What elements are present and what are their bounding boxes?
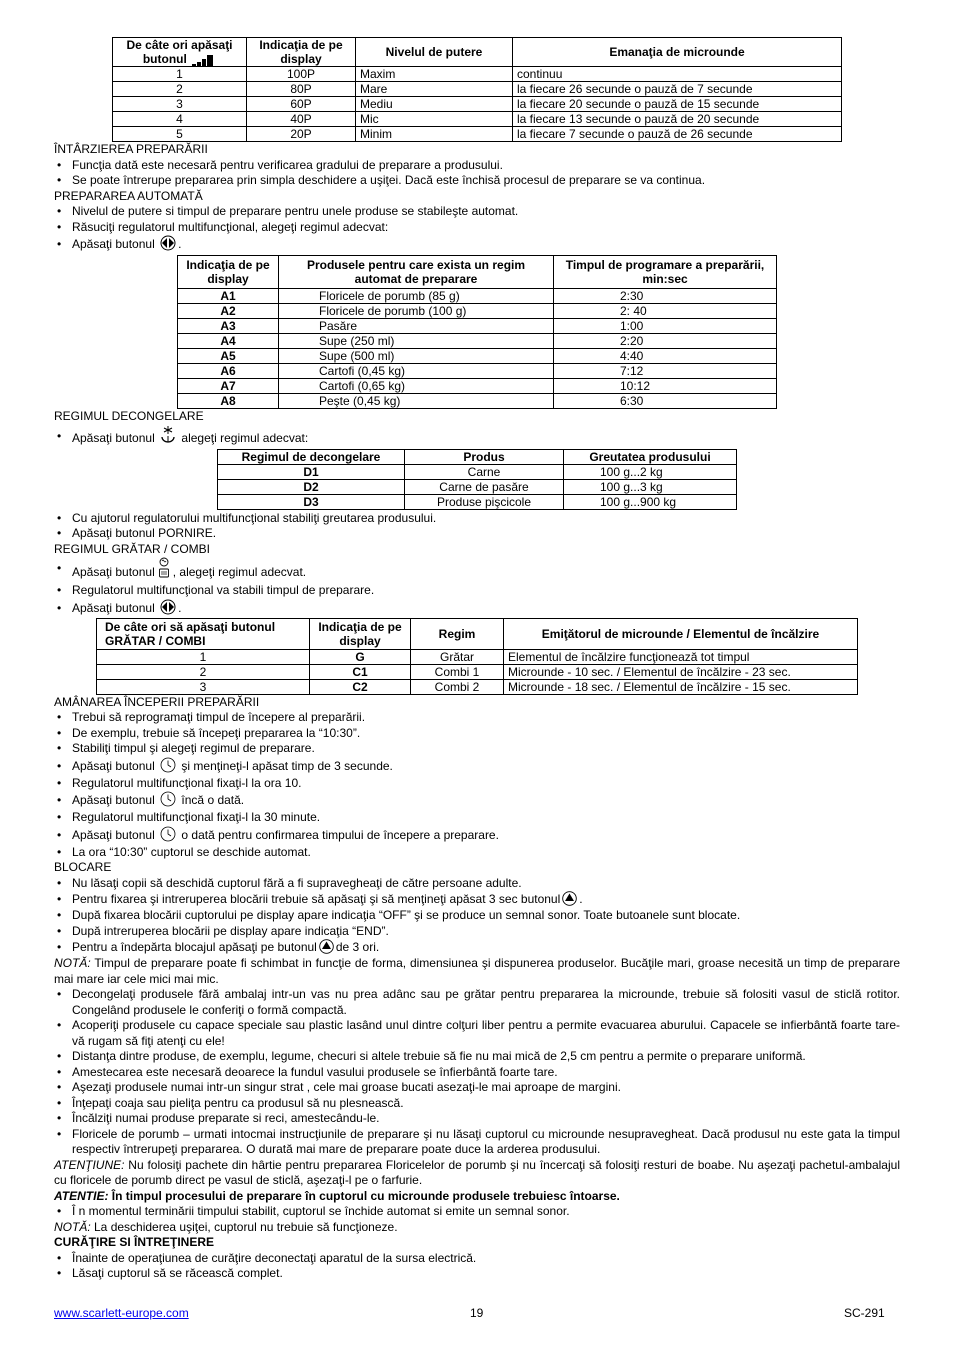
table-cell: continuu bbox=[513, 67, 842, 82]
table-header: Nivelul de putere bbox=[356, 38, 513, 67]
table-header: Indicaţia de pe display bbox=[247, 38, 356, 67]
list-item: • Funcţia dată este necesară pentru verificarea gradului de preparare a produsului. bbox=[54, 158, 900, 174]
table-cell: la fiecare 7 secunde o pauză de 26 secunde bbox=[513, 127, 842, 142]
table-cell: C1 bbox=[310, 664, 411, 679]
page-number: 19 bbox=[470, 1306, 484, 1320]
bullet-list bbox=[54, 557, 900, 618]
list-item: • Î n momentul terminării timpului stabilit, cuptorul se închide automat si emite un semnal sonor. bbox=[54, 1204, 900, 1220]
table-row bbox=[178, 334, 777, 349]
table-row bbox=[178, 319, 777, 334]
table-row bbox=[178, 304, 777, 319]
table-cell: Combi 1 bbox=[411, 664, 504, 679]
bullet-list bbox=[54, 425, 900, 449]
start-button-icon bbox=[160, 235, 176, 251]
note-paragraph: NOTĂ: Timpul de preparare poate fi schimbat in funcţie de forma, dimensiunea şi dispunerea produselor. Bucăţile mari, groase necesită un timp de preparare mai mare iar cele mici mai mic. bbox=[54, 956, 900, 986]
table-header-row bbox=[97, 618, 858, 649]
lock-button-icon bbox=[319, 939, 334, 954]
list-item: • Nivelul de putere si timpul de preparare pentru unele produse se stabileşte automat. bbox=[54, 204, 900, 220]
table-cell: 2 bbox=[113, 82, 247, 97]
list-item: • Apăsaţi butonul PORNIRE. bbox=[54, 526, 900, 542]
table-cell: Produse pişcicole bbox=[405, 494, 564, 509]
table-cell: 40P bbox=[247, 112, 356, 127]
table-row bbox=[178, 379, 777, 394]
table-row bbox=[97, 679, 858, 694]
list-item: • Acoperiţi produsele cu capace speciale sau plastic lasând unul dintre colţuri liber pentru a permite evacuarea aburului. Capacele se infierbântă foarte tare-vă rugam să fiţi atenţi cu ele! bbox=[54, 1018, 900, 1049]
clock-button-icon bbox=[160, 757, 176, 773]
table-cell: 4:40 bbox=[554, 349, 777, 364]
table-row bbox=[113, 112, 842, 127]
list-item: • Apăsaţi butonul încă o dată. bbox=[54, 791, 900, 810]
table-header: Emanaţia de microunde bbox=[513, 38, 842, 67]
list-item: • Răsuciţi regulatorul multifuncţional, alegeţi regimul adecvat: bbox=[54, 220, 900, 236]
table-row bbox=[178, 394, 777, 409]
list-item: • Floricele de porumb – urmati intocmai instrucţiunile de preparare şi nu lăsaţi cuptorul cu microunde nesupravegheat. Dacă produsul nu este gata la timpul respectiv întrerupeţi prepararea. O durată mai mare de preparare poate duce la arderea produsului. bbox=[54, 1127, 900, 1158]
bullet-list bbox=[54, 511, 900, 542]
table-row bbox=[218, 479, 737, 494]
table-cell: 3 bbox=[97, 679, 310, 694]
table-cell: 10:12 bbox=[554, 379, 777, 394]
table-row bbox=[218, 494, 737, 509]
list-item: • Regulatorul multifuncţional fixaţi-l la 30 minute. bbox=[54, 810, 900, 826]
table-header: Produs bbox=[405, 449, 564, 464]
table-cell: Floricele de porumb (100 g) bbox=[279, 304, 554, 319]
table-cell: Minim bbox=[356, 127, 513, 142]
table-cell: 1:00 bbox=[554, 319, 777, 334]
defrost-button-icon bbox=[160, 425, 176, 445]
table-cell: 2:30 bbox=[554, 289, 777, 304]
list-item: • Regulatorul multifuncţional va stabili timpul de preparare. bbox=[54, 583, 900, 599]
list-item: • Lăsaţi cuptorul să se răcească complet. bbox=[54, 1266, 900, 1282]
table-row bbox=[178, 364, 777, 379]
table-cell: Carne de pasăre bbox=[405, 479, 564, 494]
list-item: • Amestecarea este necesară deoarece la fundul vasului produsele se înfierbântă foarte tare. bbox=[54, 1065, 900, 1081]
table-row bbox=[113, 97, 842, 112]
table-cell: Mare bbox=[356, 82, 513, 97]
list-item: • Trebui să reprogramaţi timpul de începere al preparării. bbox=[54, 710, 900, 726]
grill-combi-button-icon bbox=[157, 557, 171, 579]
table-header-row bbox=[178, 256, 777, 289]
table-cell: 100 g...3 kg bbox=[564, 479, 737, 494]
list-item: • Stabiliţi timpul şi alegeţi regimul de preparare. bbox=[54, 741, 900, 757]
table-cell: A4 bbox=[178, 334, 279, 349]
table-cell: Elementul de încălzire funcţionează tot timpul bbox=[504, 649, 858, 664]
list-item: • Înţepaţi coaja sau pieliţa pentru ca produsul să nu plesnească. bbox=[54, 1096, 900, 1112]
table-cell: 1 bbox=[97, 649, 310, 664]
table-cell: 100 g...2 kg bbox=[564, 464, 737, 479]
table-header: Produsele pentru care exista un regim automat de preparare bbox=[279, 256, 554, 289]
list-item: • Nu lăsaţi copii să deschidă cuptorul fără a fi supravegheaţi de către persoane adulte. bbox=[54, 876, 900, 892]
note-paragraph: NOTĂ: La deschiderea uşiţei, cuptorul nu trebuie să funcţioneze. bbox=[54, 1219, 398, 1234]
table-cell: 100 g...900 kg bbox=[564, 494, 737, 509]
list-item: • Se poate întrerupe prepararea prin simpla deschidere a uşiţei. Dacă este închisă procesul de preparare se va continua. bbox=[54, 173, 900, 189]
list-item: • Pentru fixarea şi intreruperea blocării trebuie să apăsaţi şi să menţineţi apăsat 3 sec butonul . bbox=[54, 891, 900, 908]
table-row bbox=[113, 127, 842, 142]
website-link[interactable]: www.scarlett-europe.com bbox=[54, 1306, 189, 1320]
table-cell: G bbox=[310, 649, 411, 664]
list-item: • Regulatorul multifuncţional fixaţi-l la ora 10. bbox=[54, 776, 900, 792]
table-cell: 7:12 bbox=[554, 364, 777, 379]
table-row bbox=[178, 289, 777, 304]
list-item: • După fixarea blocării cuptorului pe display apare indicaţia “OFF” şi se produce un semnal sonor. Toate butoanele sunt blocate. bbox=[54, 908, 900, 924]
list-item: • Apăsaţi butonul o dată pentru confirmarea timpului de începere a preparare. bbox=[54, 826, 900, 845]
table-cell: 3 bbox=[113, 97, 247, 112]
table-cell: Combi 2 bbox=[411, 679, 504, 694]
clock-button-icon bbox=[160, 791, 176, 807]
list-item: • Înainte de operaţiunea de curăţire deconectaţi aparatul de la sursa electrică. bbox=[54, 1251, 900, 1267]
table-cell: Microunde - 10 sec. / Elementul de încălzire - 23 sec. bbox=[504, 664, 858, 679]
defrost-table bbox=[217, 449, 737, 510]
warning-paragraph: ATENTIE: În timpul procesului de preparare în cuptorul cu microunde produsele trebuiesc întoarse. bbox=[54, 1188, 620, 1203]
table-cell: la fiecare 20 secunde o pauză de 15 secunde bbox=[513, 97, 842, 112]
clock-button-icon bbox=[160, 826, 176, 842]
table-header: Indicaţia de pe display bbox=[310, 618, 411, 649]
table-cell: 2: 40 bbox=[554, 304, 777, 319]
model-number: SC-291 bbox=[844, 1306, 885, 1320]
table-cell: Floricele de porumb (85 g) bbox=[279, 289, 554, 304]
list-item: • La ora “10:30” cuptorul se deschide automat. bbox=[54, 845, 900, 861]
list-item: • De exemplu, trebuie să începeţi prepararea la “10:30”. bbox=[54, 726, 900, 742]
table-cell: 2:20 bbox=[554, 334, 777, 349]
table-header: Greutatea produsului bbox=[564, 449, 737, 464]
table-cell: Peşte (0,45 kg) bbox=[279, 394, 554, 409]
table-cell: Cartofi (0,65 kg) bbox=[279, 379, 554, 394]
table-row bbox=[97, 664, 858, 679]
list-item: • Apăsaţi butonul alegeţi regimul adecvat: bbox=[54, 425, 900, 449]
table-cell: Maxim bbox=[356, 67, 513, 82]
table-header: Indicaţia de pe display bbox=[178, 256, 279, 289]
table-row bbox=[113, 82, 842, 97]
table-cell: 6:30 bbox=[554, 394, 777, 409]
table-cell: 80P bbox=[247, 82, 356, 97]
section-heading: CURĂŢIRE SI ÎNTREŢINERE bbox=[54, 1235, 215, 1249]
table-cell: A1 bbox=[178, 289, 279, 304]
table-cell: 1 bbox=[113, 67, 247, 82]
list-item: • Distanţa dintre produse, de exemplu, legume, checuri si altele trebuie să fie nu mai mică de 2,5 cm pentru a permite o preparare uniformă. bbox=[54, 1049, 900, 1065]
table-cell: 5 bbox=[113, 127, 247, 142]
table-cell: A7 bbox=[178, 379, 279, 394]
section-heading: ÎNTÂRZIEREA PREPARĂRII bbox=[54, 142, 208, 156]
table-cell: 2 bbox=[97, 664, 310, 679]
list-item: • După intreruperea blocării pe display apare indicaţia “END”. bbox=[54, 924, 900, 940]
bullet-list bbox=[54, 876, 900, 957]
table-cell: A6 bbox=[178, 364, 279, 379]
list-item: • Decongelaţi produsele fără ambalaj intr-un vas nu prea adânc sau pe grătar pentru prepararea la microunde, trebuie să folositi vasul de sticlă rotitor. Congelând produsele le conferiţi o formă compactă. bbox=[54, 987, 900, 1018]
table-cell: Grătar bbox=[411, 649, 504, 664]
table-header: De câte ori apăsaţi butonul bbox=[113, 38, 247, 67]
list-item: • Încălziţi numai produse preparate si reci, amestecându-le. bbox=[54, 1111, 900, 1127]
table-cell: la fiecare 13 secunde o pauză de 20 secunde bbox=[513, 112, 842, 127]
signal-bars-icon bbox=[192, 54, 214, 66]
list-item: • Apăsaţi butonul . bbox=[54, 235, 900, 253]
table-row bbox=[218, 464, 737, 479]
table-cell: 60P bbox=[247, 97, 356, 112]
tips-list bbox=[54, 987, 900, 1158]
table-cell: Carne bbox=[405, 464, 564, 479]
table-cell: 4 bbox=[113, 112, 247, 127]
table-row bbox=[178, 349, 777, 364]
list-item: • Apăsaţi butonul şi menţineţi-l apăsat timp de 3 secunde. bbox=[54, 757, 900, 776]
warning-paragraph: ATENŢIUNE: Nu folosiţi pachete din hârtie pentru prepararea Floricelelor de porumb şi nu încercaţi să folosiţi resturi de boabe. Nu aşezaţi pachetul-ambalajul cu floricele de porumb direct pe vasul de sticlă, aşezaţi-l pe o farfurie. bbox=[54, 1157, 900, 1187]
table-cell: Microunde - 18 sec. / Elementul de încălzire - 15 sec. bbox=[504, 679, 858, 694]
table-cell: Supe (500 ml) bbox=[279, 349, 554, 364]
lock-button-icon bbox=[562, 891, 577, 906]
list-item: • Apăsaţi butonul . bbox=[54, 599, 900, 618]
table-cell: D1 bbox=[218, 464, 405, 479]
bullet-list bbox=[54, 204, 900, 253]
list-item: • Apăsaţi butonul , alegeţi regimul adecvat. bbox=[54, 557, 900, 583]
bullet-list bbox=[54, 158, 900, 189]
list-item: • Cu ajutorul regulatorului multifuncţional stabiliţi greutarea produsului. bbox=[54, 511, 900, 527]
section-heading: AMÂNAREA ÎNCEPERII PREPARĂRII bbox=[54, 694, 260, 709]
table-cell: A8 bbox=[178, 394, 279, 409]
table-header-row bbox=[113, 38, 842, 67]
bullet-list bbox=[54, 710, 900, 860]
table-header: Emiţătorul de microunde / Elementul de încălzire bbox=[504, 618, 858, 649]
list-item: • Aşezaţi produsele numai intr-un singur strat , cele mai groase bucati asezaţi-le mai aproape de margini. bbox=[54, 1080, 900, 1096]
manual-page bbox=[54, 37, 900, 1282]
table-row bbox=[113, 67, 842, 82]
table-cell: Supe (250 ml) bbox=[279, 334, 554, 349]
table-row bbox=[97, 649, 858, 664]
table-header-row bbox=[218, 449, 737, 464]
table-header: Regimul de decongelare bbox=[218, 449, 405, 464]
table-cell: A2 bbox=[178, 304, 279, 319]
section-heading: REGIMUL DECONGELARE bbox=[54, 409, 204, 423]
start-button-icon bbox=[160, 599, 176, 615]
table-cell: Pasăre bbox=[279, 319, 554, 334]
section-heading: PREPARAREA AUTOMATĂ bbox=[54, 188, 203, 203]
table-cell: 100P bbox=[247, 67, 356, 82]
table-cell: Cartofi (0,45 kg) bbox=[279, 364, 554, 379]
table-cell: C2 bbox=[310, 679, 411, 694]
bullet-list bbox=[54, 1251, 900, 1282]
table-cell: A3 bbox=[178, 319, 279, 334]
table-cell: la fiecare 26 secunde o pauză de 7 secunde bbox=[513, 82, 842, 97]
section-heading: REGIMUL GRĂTAR / COMBI bbox=[54, 541, 211, 556]
table-cell: D3 bbox=[218, 494, 405, 509]
grill-combi-table bbox=[96, 618, 858, 695]
list-item: • Pentru a îndepărta blocajul apăsaţi pe butonul de 3 ori. bbox=[54, 939, 900, 956]
bullet-list bbox=[54, 1204, 900, 1220]
table-cell: 20P bbox=[247, 127, 356, 142]
power-table bbox=[112, 37, 842, 142]
section-heading: BLOCARE bbox=[54, 860, 112, 874]
table-header: Timpul de programare a preparării, min:sec bbox=[554, 256, 777, 289]
table-cell: A5 bbox=[178, 349, 279, 364]
auto-cooking-table bbox=[177, 255, 777, 409]
table-cell: D2 bbox=[218, 479, 405, 494]
table-header: De câte ori să apăsaţi butonul GRĂTAR / COMBI bbox=[97, 618, 310, 649]
table-cell: Mic bbox=[356, 112, 513, 127]
table-cell: Mediu bbox=[356, 97, 513, 112]
table-header: Regim bbox=[411, 618, 504, 649]
